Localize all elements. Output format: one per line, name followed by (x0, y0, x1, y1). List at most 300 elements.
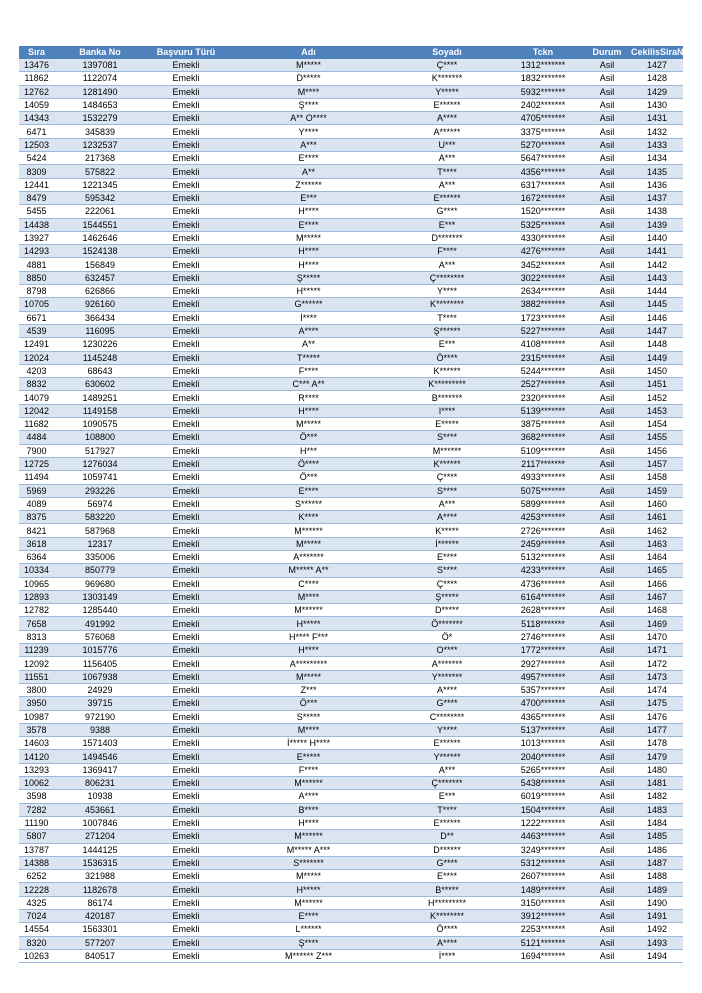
cell-tckn: 2607******* (503, 870, 583, 883)
cell-cekilis-sira-no: 1443 (631, 271, 683, 284)
cell-sira: 14079 (19, 391, 54, 404)
cell-cekilis-sira-no: 1438 (631, 205, 683, 218)
cell-adi: H**** (226, 245, 391, 258)
cell-banka-no: 926160 (54, 298, 146, 311)
table-row (19, 85, 683, 98)
cell-basvuru-turu: Emekli (146, 843, 226, 856)
cell-adi: R**** (226, 391, 391, 404)
cell-soyadi: Ö* (391, 630, 503, 643)
cell-adi: İ***** H**** (226, 737, 391, 750)
cell-soyadi: Ç******* (391, 777, 503, 790)
cell-adi: C*** A** (226, 378, 391, 391)
cell-soyadi: H********* (391, 896, 503, 909)
table-row (19, 644, 683, 657)
cell-banka-no: 9388 (54, 723, 146, 736)
cell-sira: 11239 (19, 644, 54, 657)
cell-tckn: 1489******* (503, 883, 583, 896)
cell-adi: İ**** (226, 311, 391, 324)
cell-banka-no: 1149158 (54, 404, 146, 417)
table-row (19, 165, 683, 178)
cell-banka-no: 156849 (54, 258, 146, 271)
cell-durum: Asil (583, 777, 631, 790)
cell-soyadi: A*** (391, 258, 503, 271)
cell-soyadi: E****** (391, 816, 503, 829)
cell-tckn: 4365******* (503, 710, 583, 723)
cell-tckn: 4330******* (503, 231, 583, 244)
table-row (19, 710, 683, 723)
cell-cekilis-sira-no: 1442 (631, 258, 683, 271)
cell-sira: 4089 (19, 497, 54, 510)
cell-banka-no: 517927 (54, 444, 146, 457)
cell-basvuru-turu: Emekli (146, 152, 226, 165)
cell-banka-no: 222061 (54, 205, 146, 218)
cell-cekilis-sira-no: 1489 (631, 883, 683, 896)
cell-cekilis-sira-no: 1463 (631, 537, 683, 550)
cell-soyadi: Ş****** (391, 324, 503, 337)
cell-soyadi: E****** (391, 737, 503, 750)
cell-tckn: 5132******* (503, 550, 583, 563)
cell-basvuru-turu: Emekli (146, 683, 226, 696)
cell-banka-no: 10938 (54, 790, 146, 803)
cell-adi: M***** (226, 537, 391, 550)
table-row (19, 245, 683, 258)
cell-durum: Asil (583, 524, 631, 537)
cell-basvuru-turu: Emekli (146, 923, 226, 936)
cell-tckn: 2634******* (503, 285, 583, 298)
cell-durum: Asil (583, 431, 631, 444)
cell-banka-no: 1221345 (54, 178, 146, 191)
cell-sira: 10987 (19, 710, 54, 723)
cell-durum: Asil (583, 484, 631, 497)
cell-durum: Asil (583, 750, 631, 763)
cell-basvuru-turu: Emekli (146, 710, 226, 723)
cell-adi: Ş***** (226, 271, 391, 284)
cell-banka-no: 1571403 (54, 737, 146, 750)
cell-tckn: 5357******* (503, 683, 583, 696)
cell-adi: Y**** (226, 125, 391, 138)
cell-banka-no: 1232537 (54, 138, 146, 151)
cell-soyadi: C******** (391, 710, 503, 723)
cell-banka-no: 1285440 (54, 604, 146, 617)
cell-soyadi: Ç******** (391, 271, 503, 284)
cell-sira: 8320 (19, 936, 54, 949)
cell-banka-no: 1230226 (54, 338, 146, 351)
cell-basvuru-turu: Emekli (146, 830, 226, 843)
cell-cekilis-sira-no: 1446 (631, 311, 683, 324)
cell-sira: 7282 (19, 803, 54, 816)
cell-soyadi: K******** (391, 910, 503, 923)
cell-basvuru-turu: Emekli (146, 750, 226, 763)
cell-banka-no: 972190 (54, 710, 146, 723)
cell-adi: M****** Z*** (226, 949, 391, 962)
cell-basvuru-turu: Emekli (146, 723, 226, 736)
cell-sira: 11551 (19, 670, 54, 683)
table-row (19, 777, 683, 790)
table-row (19, 444, 683, 457)
column-header-durum: Durum (583, 46, 631, 59)
cell-basvuru-turu: Emekli (146, 324, 226, 337)
cell-tckn: 4933******* (503, 471, 583, 484)
cell-durum: Asil (583, 790, 631, 803)
table-row (19, 391, 683, 404)
cell-banka-no: 1524138 (54, 245, 146, 258)
cell-durum: Asil (583, 949, 631, 962)
cell-tckn: 3150******* (503, 896, 583, 909)
cell-adi: A**** (226, 790, 391, 803)
cell-tckn: 2726******* (503, 524, 583, 537)
cell-soyadi: E***** (391, 418, 503, 431)
cell-durum: Asil (583, 125, 631, 138)
table-row (19, 697, 683, 710)
cell-durum: Asil (583, 59, 631, 72)
cell-tckn: 5312******* (503, 856, 583, 869)
table-row (19, 364, 683, 377)
cell-durum: Asil (583, 803, 631, 816)
table-row (19, 537, 683, 550)
cell-sira: 8313 (19, 630, 54, 643)
cell-tckn: 1694******* (503, 949, 583, 962)
cell-cekilis-sira-no: 1456 (631, 444, 683, 457)
cell-tckn: 6019******* (503, 790, 583, 803)
cell-sira: 7900 (19, 444, 54, 457)
cell-basvuru-turu: Emekli (146, 550, 226, 563)
cell-durum: Asil (583, 550, 631, 563)
cell-banka-no: 1303149 (54, 590, 146, 603)
cell-durum: Asil (583, 364, 631, 377)
cell-basvuru-turu: Emekli (146, 138, 226, 151)
cell-banka-no: 1090575 (54, 418, 146, 431)
cell-banka-no: 1489251 (54, 391, 146, 404)
cell-durum: Asil (583, 112, 631, 125)
cell-soyadi: S**** (391, 484, 503, 497)
cell-cekilis-sira-no: 1435 (631, 165, 683, 178)
cell-adi: M***** (226, 670, 391, 683)
cell-soyadi: O**** (391, 644, 503, 657)
cell-basvuru-turu: Emekli (146, 816, 226, 829)
cell-basvuru-turu: Emekli (146, 564, 226, 577)
cell-sira: 8421 (19, 524, 54, 537)
table-row (19, 311, 683, 324)
cell-basvuru-turu: Emekli (146, 59, 226, 72)
cell-adi: E***** (226, 750, 391, 763)
cell-cekilis-sira-no: 1466 (631, 577, 683, 590)
cell-sira: 11862 (19, 72, 54, 85)
cell-tckn: 4463******* (503, 830, 583, 843)
cell-cekilis-sira-no: 1465 (631, 564, 683, 577)
cell-sira: 12503 (19, 138, 54, 151)
cell-cekilis-sira-no: 1494 (631, 949, 683, 962)
cell-basvuru-turu: Emekli (146, 218, 226, 231)
cell-sira: 6364 (19, 550, 54, 563)
table-row (19, 205, 683, 218)
cell-cekilis-sira-no: 1462 (631, 524, 683, 537)
cell-adi: M**** (226, 85, 391, 98)
cell-sira: 12092 (19, 657, 54, 670)
cell-basvuru-turu: Emekli (146, 231, 226, 244)
cell-basvuru-turu: Emekli (146, 431, 226, 444)
cell-durum: Asil (583, 152, 631, 165)
cell-soyadi: Y****** (391, 750, 503, 763)
cell-durum: Asil (583, 883, 631, 896)
cell-cekilis-sira-no: 1454 (631, 418, 683, 431)
cell-basvuru-turu: Emekli (146, 670, 226, 683)
cell-banka-no: 335006 (54, 550, 146, 563)
cell-tckn: 2459******* (503, 537, 583, 550)
cell-banka-no: 575822 (54, 165, 146, 178)
cell-sira: 6471 (19, 125, 54, 138)
cell-soyadi: K******** (391, 298, 503, 311)
table-row (19, 830, 683, 843)
cell-durum: Asil (583, 896, 631, 909)
cell-adi: F**** (226, 364, 391, 377)
cell-adi: M****** (226, 604, 391, 617)
table-row (19, 577, 683, 590)
cell-sira: 10334 (19, 564, 54, 577)
cell-durum: Asil (583, 418, 631, 431)
cell-banka-no: 1015776 (54, 644, 146, 657)
cell-tckn: 5137******* (503, 723, 583, 736)
cell-tckn: 2746******* (503, 630, 583, 643)
cell-tckn: 5265******* (503, 763, 583, 776)
cell-durum: Asil (583, 923, 631, 936)
cell-cekilis-sira-no: 1474 (631, 683, 683, 696)
cell-banka-no: 1059741 (54, 471, 146, 484)
cell-adi: H**** (226, 258, 391, 271)
cell-sira: 4203 (19, 364, 54, 377)
cell-basvuru-turu: Emekli (146, 697, 226, 710)
cell-cekilis-sira-no: 1450 (631, 364, 683, 377)
cell-tckn: 4736******* (503, 577, 583, 590)
cell-banka-no: 626866 (54, 285, 146, 298)
cell-basvuru-turu: Emekli (146, 471, 226, 484)
table-row (19, 59, 683, 72)
cell-durum: Asil (583, 391, 631, 404)
cell-adi: A******* (226, 550, 391, 563)
cell-cekilis-sira-no: 1436 (631, 178, 683, 191)
cell-sira: 13293 (19, 763, 54, 776)
cell-cekilis-sira-no: 1476 (631, 710, 683, 723)
cell-basvuru-turu: Emekli (146, 883, 226, 896)
cell-banka-no: 969680 (54, 577, 146, 590)
cell-tckn: 1520******* (503, 205, 583, 218)
cell-banka-no: 420187 (54, 910, 146, 923)
cell-durum: Asil (583, 191, 631, 204)
cell-cekilis-sira-no: 1482 (631, 790, 683, 803)
cell-adi: Ş**** (226, 98, 391, 111)
cell-basvuru-turu: Emekli (146, 444, 226, 457)
cell-sira: 12782 (19, 604, 54, 617)
cell-basvuru-turu: Emekli (146, 271, 226, 284)
cell-basvuru-turu: Emekli (146, 590, 226, 603)
cell-durum: Asil (583, 404, 631, 417)
cell-basvuru-turu: Emekli (146, 98, 226, 111)
cell-adi: Ö*** (226, 431, 391, 444)
cell-tckn: 4276******* (503, 245, 583, 258)
cell-banka-no: 1369417 (54, 763, 146, 776)
table-row (19, 856, 683, 869)
cell-banka-no: 1544551 (54, 218, 146, 231)
cell-banka-no: 576068 (54, 630, 146, 643)
cell-adi: F**** (226, 763, 391, 776)
cell-adi: Z*** (226, 683, 391, 696)
cell-adi: M***** (226, 418, 391, 431)
cell-sira: 5424 (19, 152, 54, 165)
table-row (19, 258, 683, 271)
cell-soyadi: Y**** (391, 723, 503, 736)
cell-cekilis-sira-no: 1457 (631, 457, 683, 470)
cell-durum: Asil (583, 471, 631, 484)
cell-soyadi: Ş***** (391, 590, 503, 603)
table-row (19, 484, 683, 497)
table-row (19, 178, 683, 191)
cell-soyadi: T**** (391, 165, 503, 178)
cell-durum: Asil (583, 910, 631, 923)
cell-sira: 8309 (19, 165, 54, 178)
cell-basvuru-turu: Emekli (146, 630, 226, 643)
cell-durum: Asil (583, 657, 631, 670)
cell-tckn: 4356******* (503, 165, 583, 178)
cell-basvuru-turu: Emekli (146, 497, 226, 510)
table-row (19, 271, 683, 284)
cell-sira: 10263 (19, 949, 54, 962)
cell-cekilis-sira-no: 1464 (631, 550, 683, 563)
cell-sira: 3950 (19, 697, 54, 710)
table-row (19, 763, 683, 776)
table-row (19, 910, 683, 923)
cell-adi: Ö*** (226, 471, 391, 484)
cell-basvuru-turu: Emekli (146, 311, 226, 324)
cell-cekilis-sira-no: 1449 (631, 351, 683, 364)
cell-tckn: 1312******* (503, 59, 583, 72)
column-header-cekilis-sira-no: CekilisSiraNo (631, 47, 690, 57)
cell-adi: Ş**** (226, 936, 391, 949)
cell-sira: 7658 (19, 617, 54, 630)
table-row (19, 418, 683, 431)
cell-sira: 3578 (19, 723, 54, 736)
cell-adi: E**** (226, 910, 391, 923)
table-row (19, 112, 683, 125)
cell-soyadi: B******* (391, 391, 503, 404)
cell-sira: 3598 (19, 790, 54, 803)
column-header-banka-no: Banka No (54, 46, 146, 59)
cell-sira: 12042 (19, 404, 54, 417)
cell-sira: 12491 (19, 338, 54, 351)
cell-sira: 10062 (19, 777, 54, 790)
table-row (19, 152, 683, 165)
cell-soyadi: K****** (391, 457, 503, 470)
cell-soyadi: İ**** (391, 949, 503, 962)
cell-durum: Asil (583, 165, 631, 178)
cell-basvuru-turu: Emekli (146, 391, 226, 404)
table-row (19, 790, 683, 803)
cell-adi: A** (226, 338, 391, 351)
cell-basvuru-turu: Emekli (146, 258, 226, 271)
cell-adi: M****** (226, 524, 391, 537)
cell-tckn: 3875******* (503, 418, 583, 431)
cell-cekilis-sira-no: 1428 (631, 72, 683, 85)
cell-durum: Asil (583, 324, 631, 337)
cell-sira: 5807 (19, 830, 54, 843)
cell-sira: 14293 (19, 245, 54, 258)
cell-sira: 5969 (19, 484, 54, 497)
cell-adi: H***** (226, 285, 391, 298)
cell-sira: 12762 (19, 85, 54, 98)
cell-adi: H**** (226, 644, 391, 657)
cell-sira: 12024 (19, 351, 54, 364)
cell-banka-no: 1536315 (54, 856, 146, 869)
cell-cekilis-sira-no: 1452 (631, 391, 683, 404)
cell-soyadi: E*** (391, 790, 503, 803)
cell-durum: Asil (583, 870, 631, 883)
cell-cekilis-sira-no: 1471 (631, 644, 683, 657)
cell-sira: 4484 (19, 431, 54, 444)
cell-sira: 10965 (19, 577, 54, 590)
table-row (19, 285, 683, 298)
cell-adi: A********* (226, 657, 391, 670)
cell-adi: H**** (226, 205, 391, 218)
cell-tckn: 1832******* (503, 72, 583, 85)
cell-basvuru-turu: Emekli (146, 191, 226, 204)
cell-soyadi: A**** (391, 112, 503, 125)
cell-basvuru-turu: Emekli (146, 125, 226, 138)
cell-basvuru-turu: Emekli (146, 404, 226, 417)
cell-soyadi: A**** (391, 683, 503, 696)
cell-cekilis-sira-no: 1486 (631, 843, 683, 856)
cell-basvuru-turu: Emekli (146, 936, 226, 949)
cell-sira: 8375 (19, 511, 54, 524)
cell-sira: 6671 (19, 311, 54, 324)
cell-banka-no: 1444125 (54, 843, 146, 856)
column-header-soyadi: Soyadı (391, 46, 503, 59)
cell-adi: H**** (226, 816, 391, 829)
cell-basvuru-turu: Emekli (146, 205, 226, 218)
cell-durum: Asil (583, 630, 631, 643)
cell-tckn: 5899******* (503, 497, 583, 510)
cell-soyadi: S**** (391, 564, 503, 577)
cell-basvuru-turu: Emekli (146, 777, 226, 790)
cell-banka-no: 24929 (54, 683, 146, 696)
cell-adi: D***** (226, 72, 391, 85)
table-row (19, 511, 683, 524)
cell-soyadi: A**** (391, 511, 503, 524)
cell-tckn: 4253******* (503, 511, 583, 524)
cell-durum: Asil (583, 218, 631, 231)
cell-soyadi: E**** (391, 870, 503, 883)
cell-durum: Asil (583, 497, 631, 510)
cell-durum: Asil (583, 231, 631, 244)
cell-tckn: 3249******* (503, 843, 583, 856)
cell-sira: 8850 (19, 271, 54, 284)
cell-cekilis-sira-no: 1483 (631, 803, 683, 816)
cell-basvuru-turu: Emekli (146, 285, 226, 298)
cell-cekilis-sira-no: 1439 (631, 218, 683, 231)
cell-soyadi: A******* (391, 657, 503, 670)
cell-adi: M***** A*** (226, 843, 391, 856)
cell-sira: 8832 (19, 378, 54, 391)
cell-durum: Asil (583, 843, 631, 856)
cell-banka-no: 840517 (54, 949, 146, 962)
cell-cekilis-sira-no: 1470 (631, 630, 683, 643)
cell-durum: Asil (583, 710, 631, 723)
table-row (19, 923, 683, 936)
cell-durum: Asil (583, 311, 631, 324)
column-header-sira: Sıra (19, 46, 54, 59)
cell-cekilis-sira-no: 1487 (631, 856, 683, 869)
cell-soyadi: A*** (391, 497, 503, 510)
results-table (19, 46, 690, 963)
cell-sira: 6252 (19, 870, 54, 883)
cell-adi: H**** (226, 404, 391, 417)
